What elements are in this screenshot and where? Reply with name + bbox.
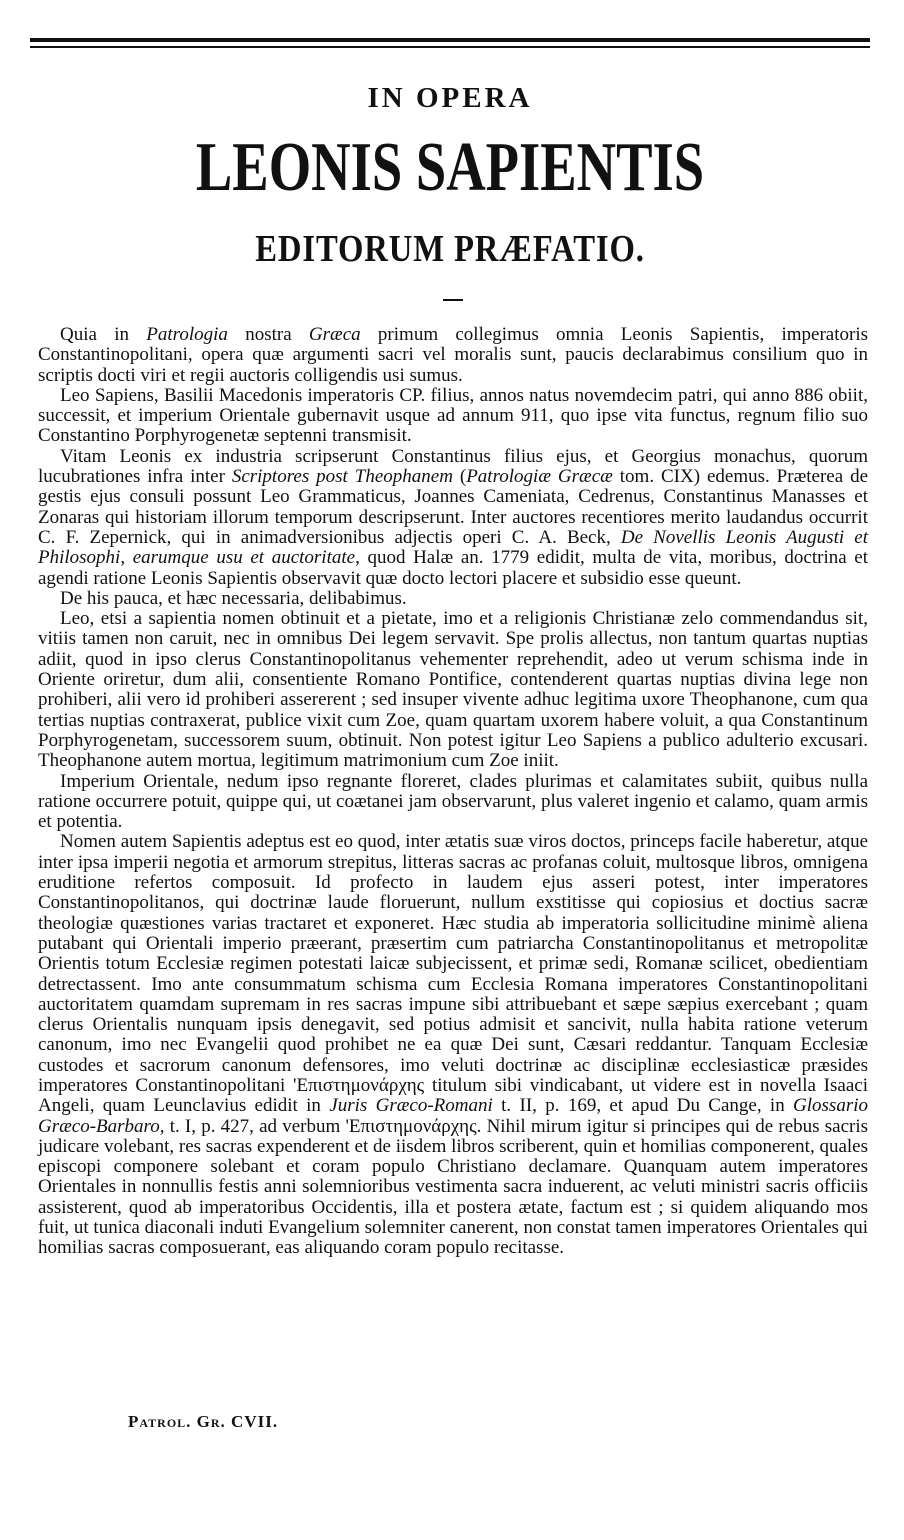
paragraph-text: Leo Sapiens, Basilii Macedonis imperatoris CP. filius, annos natus novemdecim patri, qui anno 886 obiit, successit, et imperium Orientale gubernavit usque ad annum 911, quo ipse vita functus, regnum filio suo Constantino Porphyrogenetæ septenni transmisit. bbox=[38, 384, 868, 447]
italic-title-text: De Novellis Leonis Augusti et Philosophi, earumque usu et auctoritate bbox=[38, 526, 868, 569]
paragraph-text: , quod Halæ an. 1779 edidit, multa de vita, moribus, doctrina et agendi ratione Leonis Sapientis observavit quæ docto lectori placere et subsidio esse queunt. bbox=[38, 547, 868, 589]
paragraph bbox=[38, 772, 868, 833]
italic-title-text: Græca bbox=[308, 324, 361, 345]
preface-body bbox=[38, 325, 868, 1259]
paragraph bbox=[38, 447, 868, 589]
italic-title-text: Patrologiæ Græcæ bbox=[466, 466, 613, 488]
page-footer-signature: Patrol. Gr. CVII. bbox=[128, 1412, 279, 1431]
paragraph-text: Nomen autem Sapientis adeptus est eo quod, inter ætatis suæ viros doctos, princeps facile haberetur, atque inter ipsa imperii negotia et armorum strepitus, litteras sacras ac profanas coluit, multosque libros, omnigena eruditione refertos composuit. Id profecto in laudem ejus asseri potest, inter imperatores Constantinopolitanos, qui doctrinæ laude floruerunt, nullum exstitisse qui copiosius et doctius sacræ theologiæ quæstiones varias tractaret et exponeret. Hæc studia ab imperatoria sollicitudine minimè aliena putabant qui Orientali imperio præerant, præsertim cum patriarcha Constantinopolitanus et metropolitæ Orientis totum Ecclesiæ regimen potestati laicæ subjecissent, et primæ sedi, Romanæ scilicet, obedientiam detrectassent. Imo ante consummatum schisma cum Ecclesia Romana imperatores Constantinopolitani auctoritatem quamdam supremam in res sacras impune sibi attribuebant et sæpe sæpius exercebant ; quam clerus Orientalis nunquam ipsis denegavit, sed potius admisit et sancivit, nulla habita ratione veterum canonum, imo nec Evangelii quod prohibet ne ea quæ Dei sunt, Cæsari reddantur. Tanquam Ecclesiæ custodes et sacrorum canonum defensores, imo veluti doctrinæ ac disciplinæ ecclesiasticæ præsides imperatores Constantinopolitani 'Επιστημονάρχης titulum sibi vindicabant, ut videre est in novella Isaaci Angeli, quam Leunclavius edidit in bbox=[38, 831, 868, 1117]
heading-editorum-praefatio: EDITORUM PRÆFATIO. bbox=[255, 228, 645, 270]
paragraph-text: Vitam Leonis ex industria scripserunt Constantinus filius ejus, et Georgius monachus, quorum lucubrationes infra inter bbox=[38, 445, 868, 488]
paragraph-text: tom. CIX) edemus. Præterea de gestis ejus consuli possunt Leo Grammaticus, Joannes Cameniata, Cedrenus, Constantinus Manasses et Zonaras qui historiam illorum temporum descripserunt. Inter auctores recentiores merito laudandus occurrit C. F. Zepernick, qui in animadversionibus adjectis operi C. A. Beck, bbox=[38, 466, 869, 548]
italic-title-text: Patrologia bbox=[146, 324, 228, 345]
italic-title-text: Glossario Græco-Barbaro bbox=[38, 1095, 868, 1137]
paragraph bbox=[38, 609, 868, 771]
heading-leonis-sapientis: LEONIS SAPIENTIS bbox=[195, 129, 705, 206]
paragraph-text: , t. I, p. 427, ad verbum 'Επιστημονάρχης. Nihil mirum igitur si principes qui de rebus sacris judicare volebant, res sacras expenderent et de iisdem libros scriberent, quin et homilias componerent, quales episcopi componere solebant et coram populo Christiano declamare. Quanquam autem imperatores Orientales in nonnullis festis anni solemnioribus vestimenta sacra induerent, ac veluti ministri sacris officiis assisterent, quod ab imperatoribus Occidentis, illa et postera ætate, factum est ; si quidem aliquando mos fuit, ut tunica diaconali induti Evangelium solemniter canerent, non constat tamen imperatores Orientales qui homilias sacras composuerant, eas aliquando coram populo recitasse. bbox=[38, 1115, 868, 1259]
paragraph-text: Imperium Orientale, nedum ipso regnante floreret, clades plurimas et calamitates subiit, quibus nulla ratione occurrere potuit, quippe qui, ut coætanei jam observarunt, plus valeret ingenio et calamo, quam armis et potentia. bbox=[38, 770, 868, 833]
paragraph-text: t. II, p. 169, et apud Du Cange, in bbox=[492, 1095, 794, 1117]
paragraph bbox=[38, 386, 868, 447]
paragraph-text: primum collegimus omnia Leonis Sapientis, imperatoris Constantinopolitani, opera quæ argumenti sacri vel moralis sunt, paucis declarabimus consilium quo in scriptis docti viri et regii auctoris colligendis usi sumus. bbox=[38, 324, 869, 386]
paragraph bbox=[38, 832, 868, 1258]
paragraph-text: De his pauca, et hæc necessaria, delibabimus. bbox=[60, 587, 407, 609]
paragraph-text: nostra bbox=[227, 324, 309, 345]
paragraph-text: Leo, etsi a sapientia nomen obtinuit et a pietate, imo et a religionis Christianæ zelo commendandus sit, vitiis tamen non caruit, nec in omnibus Dei legem servavit. Spe prolis allectus, non tantum quartas nuptias adiit, quod in ipso clerus Constantinopolitanus vehementer reprehendit, adeo ut verum schisma inde in Oriente oriretur, dum alii, consentiente Romano Pontifice, contenderent quartas nuptias divina lege non prohiberi, alii vero id prohiberi assererent ; sed insuper vivente adhuc legitima uxore Theophanone, cum qua tertias nuptias contraxerat, publice vixit cum Zoe, quam quartam uxorem habere voluit, a qua Constantinum Porphyrogenetam, successorem suum, obtinuit. Non potest igitur Leo Sapiens a publico adulterio excusari. Theophanone autem mortua, legitimum matrimonium cum Zoe iniit. bbox=[38, 608, 868, 772]
italic-title-text: Scriptores post Theophanem bbox=[231, 466, 453, 488]
paragraph-text: Quia in bbox=[60, 324, 147, 345]
italic-title-text: Juris Græco-Romani bbox=[329, 1095, 493, 1117]
paragraph bbox=[38, 325, 868, 386]
heading-in-opera: IN OPERA bbox=[367, 82, 533, 114]
title-separator-dash bbox=[443, 299, 463, 301]
paragraph bbox=[38, 589, 868, 609]
top-double-rule bbox=[30, 38, 870, 48]
paragraph-text: ( bbox=[452, 466, 467, 488]
